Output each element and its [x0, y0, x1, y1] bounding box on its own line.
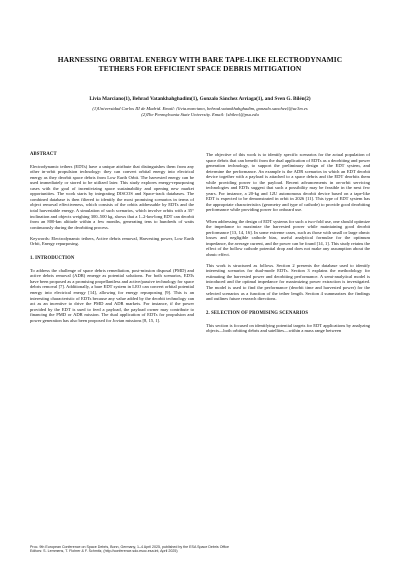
footer-line-2: Editors: S. Lemmens, T. Flohrer & F. Schmitz, (http://conference.sdo.esoc.esa.int, April 2025): [30, 549, 178, 554]
title-line-1: HARNESSING ORBITAL ENERGY WITH BARE TAPE-LIKE ELECTRODYNAMIC: [57, 55, 343, 64]
introduction-heading: 1. INTRODUCTION: [30, 256, 75, 262]
abstract-text: Electrodynamic tethers (EDTs) have a unique attribute that distinguishes them from any other in-orbit propulsion technology: they can convert orbital energy into electrical energy as they deorbit space debris from Low Earth Orbit. The harvested energy can be used immediately or stored to be utilized later. This study explores energy-repurposing cases with the goal of incentivizing space sustainability and opening new market opportunities. The work starts by integrating DISCOS and Space-track databases. The combined database is then filtered to identify the most promising scenarios in terms of object removal effectiveness, which consists of the orbits addressable by EDTs and the total harvestable energy. A simulation of such scenarios, which involve orbits with a 35° inclination and objects weighing 300–500 kg, shows that a 1–2-km-long EDT can deorbit from an 800-km altitude within a few months, generating tens to hundreds of watts continuously during the deorbiting process.: [30, 163, 194, 230]
introduction-text: To address the challenge of space debris remediation, post-mission disposal (PMD) and active debris removal (ADR) emerge as potential solutions. For both scenarios, EDTs have been proposed as a promising propellantless and active/passive technology for space debris removal [7]. Additionally, a bare EDT system in LEO can convert orbital potential energy into electrical energy [14], allowing for energy repurposing [9]. This is an interesting characteristic of EDTs because any value added by the deorbit technology can act as an incentive to drive the PMD and ADR markets. For instance, if the power provided by the EDT is used to feed a payload, the payload owner may contribute to financing the PMD or ADR mission. The dual application of EDTs for propulsion and power generation has also been proposed for Jovian missions [8, 15, 1].: [30, 267, 194, 323]
keywords: Keywords: Electrodynamic tethers, Active debris removal, Harvesting power, Low Earth Orbit, Energy repurposing.: [30, 235, 194, 247]
affiliations: [30, 106, 370, 117]
affiliation-2: (2)The Pennsylvania State University. Email: {sbilen}@psu.edu: [141, 111, 259, 117]
affiliation-1: (1)Universidad Carlos III de Madrid. Email: {livia.marciano, behrad.vatankhahghadim, gonzalo.sanchez}@uc3m.es: [92, 106, 308, 111]
paragraph-objective: The objective of this work is to identify specific scenarios for the actual population of space debris that can benefit from the dual application of EDTs as a deorbiting and power generation technology, to support the preliminary design of the EDT system, and determine the performance. An example is the ADR scenarios in which an EDT deorbit device together with a payload is attached to a space debris and the EDT deorbits them while providing power to the payload. Recent advancements in on-orbit servicing technologies and EDTs suggest that such a possibility may be feasible in the next few years. For instance, a 20-kg and 12U autonomous deorbit device based on a tape-like EDT is expected to be demonstrated in orbit in 2026 [11]. This type of EDT system has the appropriate characteristics (geometry and type of cathode) to provide good deorbiting performance while providing power for onboard use.: [206, 152, 370, 213]
footer-line-1: Proc. 9th European Conference on Space Debris, Bonn, Germany, 1–4 April 2025, published by the ESA Space Debris Office: [30, 545, 230, 549]
left-column: [30, 152, 194, 329]
section-2-text: This section is focused on identifying potential targets for EDT applications by analyzing objects—both orbiting debris and satellites—within a mass range between: [206, 322, 370, 334]
paper-title: [50, 55, 350, 74]
right-column: [206, 152, 370, 339]
footer: [30, 545, 375, 554]
paragraph-impedance: When addressing the design of EDT systems for such a two-fold use, one should optimize the impedance to maximize the harvested power while maintaining good deorbit performance [13, 14, 16]. In some extreme cases, such as those with small or large ohmic losses and negligible cathode bias, useful analytical formulae for the optimum impedance, the average current, and the power can be found [14, 1]. This study retains the effect of the hollow cathode potential drop and does not make any assumption about the ohmic effect.: [206, 218, 370, 257]
title-line-2: TETHERS FOR EFFICIENT SPACE DEBRIS MITIGATION: [98, 64, 302, 74]
paragraph-structure: This work is structured as follows. Section 2 presents the database used to identify interesting scenarios for dual-mode EDTs. Section 3 explains the methodology for estimating the harvested power and deorbiting performance. A semi-analytical model is introduced and the optimal impedance for maximizing power extraction is investigated. The model is used to find the performance (deorbit time and harvested power) for the selected scenarios as a function of the tether length. Section 4 summarizes the findings and outlines future research directions.: [206, 262, 370, 302]
abstract-heading: ABSTRACT: [30, 152, 57, 157]
author-list: Livia Marciano(1), Behrad Vatankhahghadim(1), Gonzalo Sánchez Arriaga(1), and Sven G. Bilén(2): [89, 96, 311, 102]
section-2-heading: 2. SELECTION OF PROMISING SCENARIOS: [206, 311, 309, 317]
